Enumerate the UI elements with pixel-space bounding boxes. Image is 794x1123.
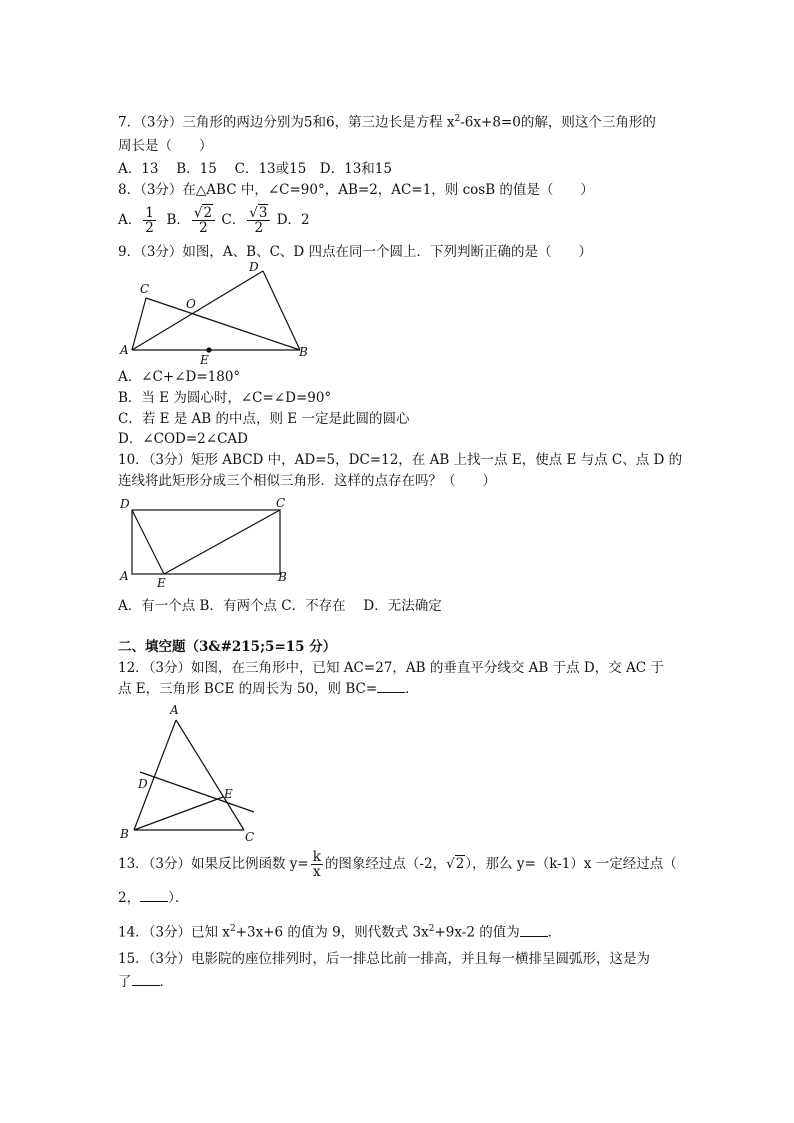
q9-option-a: A．∠C+∠D=180° (118, 369, 241, 385)
sqrt-icon: √2 (193, 205, 213, 221)
q8-option-d: D．2 (276, 212, 310, 228)
sqrt-icon: √3 (249, 205, 268, 221)
q8-option-a-fraction (143, 206, 156, 235)
q8-stem: 8．（3分）在△ABC 中，∠C=90°，AB=2，AC=1，则 cosB 的值是（ ） (118, 182, 594, 198)
q10-label-a: A (120, 569, 129, 583)
q10-options: A．有一个点 B．有两个点 C．不存在 D．无法确定 (118, 598, 442, 614)
q9-label-o: O (186, 297, 196, 311)
q8-option-b-num (192, 206, 215, 221)
q7-line1 (118, 110, 656, 132)
q13-line2 (118, 889, 188, 907)
q13-text-e: ）． (168, 890, 189, 906)
q9-label-a: A (120, 343, 129, 357)
q8-option-a-label: A． (118, 212, 142, 228)
q14-exp2: 2 (428, 924, 435, 934)
q8-option-c-label: C． (221, 212, 246, 228)
q12-label-e: E (224, 787, 233, 801)
q10-label-c: C (276, 496, 286, 510)
q8-options (118, 202, 310, 238)
q14-text-a: 14．（3分）已知 x (118, 924, 230, 941)
q9-label-b: B (299, 345, 308, 359)
q8-option-c-num (247, 206, 270, 221)
q15-text-b: ． (159, 974, 173, 990)
q10-line2: 连线将此矩形分成三个相似三角形．这样的点存在吗？（ ） (118, 473, 496, 489)
q9-option-d: D．∠COD=2∠CAD (118, 431, 248, 447)
q9-stem: 9．（3分）如图，A、B、C、D 四点在同一个圆上．下列判断正确的是（ ） (118, 244, 593, 260)
q10-label-d: D (120, 497, 130, 511)
q14-exp1: 2 (229, 924, 236, 934)
q13-answer-blank[interactable] (140, 889, 168, 902)
q10-line1: 10．（3分）矩形 ABCD 中，AD=5，DC=12，在 AB 上找一点 E，使点 E 与点 C、点 D 的 (118, 452, 683, 468)
q13-text-a: 13．（3分）如果反比例函数 y= (118, 856, 309, 872)
q8-option-b-den: 2 (199, 220, 208, 236)
q12-label-c: C (245, 830, 255, 844)
q12-text-end: ． (405, 681, 419, 697)
q10-label-b: B (278, 570, 287, 584)
q14-answer-blank[interactable] (520, 924, 548, 937)
q15-text-a: 了 (118, 974, 132, 990)
q12-label-b: B (120, 827, 129, 841)
q13-frac-den: x (313, 864, 321, 880)
q8-option-a-den: 2 (145, 220, 154, 236)
q8-option-c-fraction (247, 206, 270, 235)
q10-label-e: E (157, 576, 166, 590)
q9-option-c: C．若 E 是 AB 的中点，则 E 一定是此圆的圆心 (118, 411, 410, 427)
q7-line2: 周长是（ ） (118, 138, 213, 154)
q9-label-e: E (200, 353, 209, 367)
q12-figure (118, 700, 268, 845)
q9-label-d: D (249, 260, 259, 274)
q8-option-a-num: 1 (145, 205, 154, 221)
q14-line (118, 920, 561, 942)
q15-line1: 15．（3分）电影院的座位排列时，后一排总比前一排高，并且每一横排呈圆弧形，这是为 (118, 951, 651, 967)
q13-text-d: 2， (118, 890, 141, 906)
q14-text-c: +9x-2 的值为 (434, 924, 520, 941)
q9-option-b: B．当 E 为圆心时，∠C=∠D=90° (118, 390, 332, 406)
q7-exponent: 2 (454, 114, 461, 124)
q13-line1 (118, 847, 677, 881)
q7-text-b: -6x+8=0的解，则这个三角形的 (460, 114, 656, 131)
q8-option-c-den: 2 (254, 220, 264, 236)
sqrt-icon: √2 (446, 856, 465, 872)
q13-fraction (311, 850, 323, 879)
q12-line2 (118, 680, 419, 698)
q13-text-c: ），那么 y=（k-1）x 一定经过点（ (465, 856, 677, 872)
q8-option-b-fraction (192, 206, 215, 235)
section-title: 二、填空题（3&#215;5=15 分） (118, 639, 337, 655)
q7-options: A．13 B．15 C．13或15 D．13和15 (118, 161, 392, 177)
q13-frac-num: k (312, 849, 321, 865)
q9-label-c: C (140, 282, 150, 296)
q9-point-e (206, 347, 211, 352)
q12-label-a: A (170, 703, 179, 717)
q10-figure (118, 496, 298, 590)
q12-text: 点 E，三角形 BCE 的周长为 50，则 BC= (118, 681, 378, 697)
q12-line1: 12．（3分）如图，在三角形中，已知 AC=27，AB 的垂直平分线交 AB 于点 D，交 AC 于 (118, 660, 664, 676)
q14-text-b: +3x+6 的值为 9，则代数式 3x (235, 924, 429, 941)
q13-text-b: 的图象经过点（-2， (324, 856, 447, 872)
q15-line2 (118, 973, 173, 991)
q14-text-end: ． (547, 924, 562, 941)
q9-figure (118, 258, 318, 368)
q15-answer-blank[interactable] (132, 973, 160, 986)
q12-answer-blank[interactable] (377, 680, 405, 693)
q8-option-b-label: B． (166, 212, 190, 228)
q7-text-a: 7．（3分）三角形的两边分别为5和6，第三边长是方程 x (118, 114, 455, 131)
q12-label-d: D (138, 777, 148, 791)
